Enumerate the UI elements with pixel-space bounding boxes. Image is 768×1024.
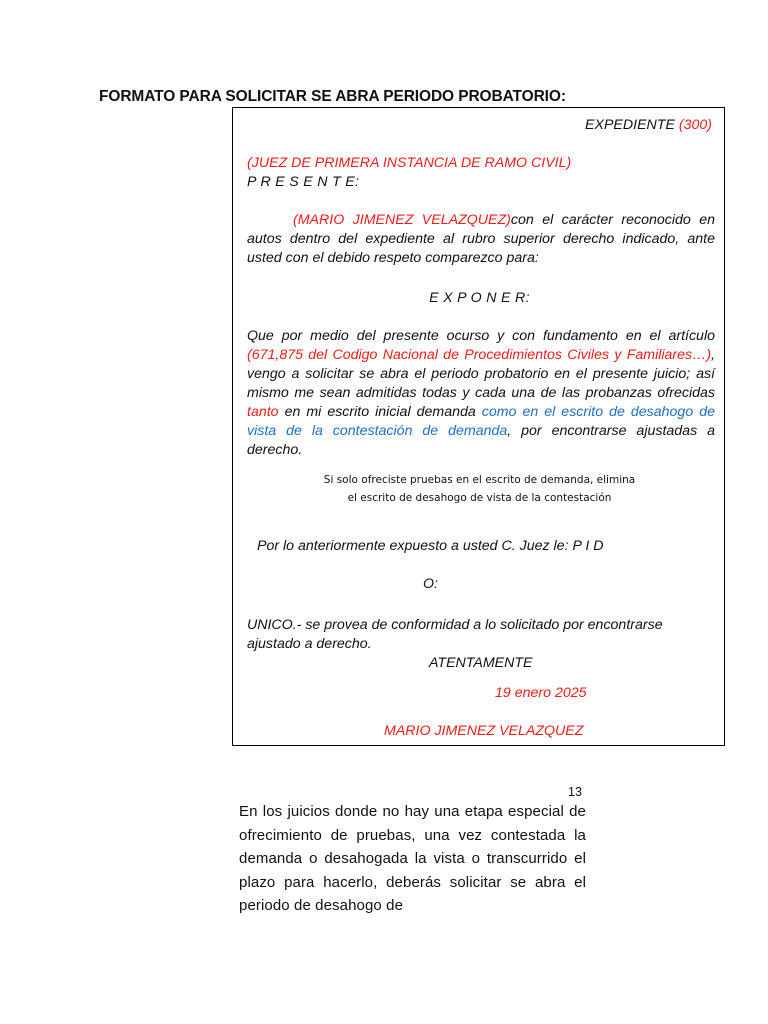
exponer-paragraph <box>247 327 715 460</box>
expediente-line <box>585 116 712 135</box>
page-number: 13 <box>568 785 582 799</box>
form-template-box <box>232 107 725 746</box>
note-line-2: el escrito de desahogo de vista de la contestación <box>347 492 612 504</box>
desahogo-reference: como en el escrito de desahogo de vista de la contestación de demanda <box>247 404 715 439</box>
instruction-note <box>233 471 726 507</box>
note-line-1: Si solo ofreciste pruebas en el escrito de demanda, elimina <box>323 474 636 486</box>
article-reference: (671,875 del Codigo Nacional de Procedimientos Civiles y Familiares…) <box>247 347 712 363</box>
date-line: 19 enero 2025 <box>495 685 587 701</box>
p1-mid: , vengo a solicitar se abra el periodo probatorio en el presente juicio; así mismo me sean admitidas todas y cada una de las probanzas ofrecidas <box>247 347 715 401</box>
body-paragraph: En los juicios donde no hay una etapa especial de ofrecimiento de pruebas, una vez contestada la demanda o desahogada la vista o transcurrido el plazo para hacerlo, deberás solicitar se abra el periodo de desahogo de <box>239 803 586 914</box>
closing-line: Por lo anteriormente expuesto a usted C. Juez le: P I D <box>257 538 604 554</box>
atentamente-label: ATENTAMENTE <box>429 655 533 671</box>
unico-paragraph: UNICO.- se provea de conformidad a lo solicitado por encontrarse ajustado a derecho. <box>247 617 663 652</box>
o-label: O: <box>423 576 438 592</box>
intro-paragraph <box>247 211 715 268</box>
tanto-word: tanto <box>247 404 279 420</box>
p1-start: Que por medio del presente ocurso y con fundamento en el artículo <box>247 328 715 344</box>
intro-text: con el carácter reconocido en autos dentro del expediente al rubro superior derecho indicado, ante usted con el debido respeto comparezco para: <box>247 212 716 266</box>
expediente-label: EXPEDIENTE <box>585 117 679 133</box>
expediente-number: (300) <box>678 117 712 133</box>
intro-name: (MARIO JIMENEZ VELAZQUEZ) <box>293 212 511 228</box>
p1-mid2: en mi escrito inicial demanda <box>278 404 482 420</box>
judge-line: (JUEZ DE PRIMERA INSTANCIA DE RAMO CIVIL) <box>247 155 572 171</box>
p1-end: , por encontrarse ajustadas a derecho. <box>247 423 715 458</box>
presente-line: P R E S E N T E: <box>247 174 360 190</box>
signature-name: MARIO JIMENEZ VELAZQUEZ <box>384 723 584 739</box>
page-heading: FORMATO PARA SOLICITAR SE ABRA PERIODO PROBATORIO: <box>99 88 566 105</box>
exponer-title: E X P O N E R: <box>429 290 530 306</box>
